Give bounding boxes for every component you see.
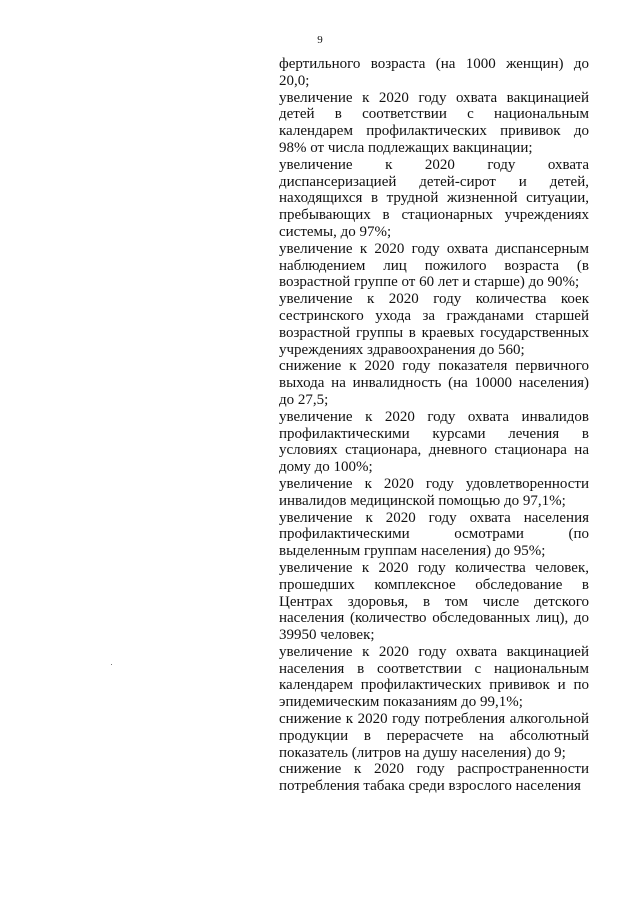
paragraph: снижение к 2020 году показателя первичного выхода на инвалидность (на 10000 населения) до 27,5;	[279, 358, 589, 408]
page-number: 9	[317, 34, 323, 46]
paragraph: увеличение к 2020 году охвата диспансеризацией детей-сирот и детей, находящихся в трудной жизненной ситуации, пребывающих в стационарных учреждениях системы, до 97%;	[279, 156, 589, 240]
scan-speck	[111, 664, 112, 665]
paragraph: увеличение к 2020 году охвата вакцинацией детей в соответствии с национальным календарем профилактических прививок до 98% от числа подлежащих вакцинации;	[279, 89, 589, 156]
paragraph: снижение к 2020 году потребления алкогольной продукции в перерасчете на абсолютный показатель (литров на душу населения) до 9;	[279, 711, 589, 761]
paragraph: снижение к 2020 году распространенности потребления табака среди взрослого населения	[279, 761, 589, 795]
paragraph: фертильного возраста (на 1000 женщин) до 20,0;	[279, 56, 589, 89]
paragraph: увеличение к 2020 году количества коек сестринского ухода за гражданами старшей возрастной группы в краевых государственных учреждениях здравоохранения до 560;	[279, 291, 589, 358]
paragraph: увеличение к 2020 году охвата диспансерным наблюдением лиц пожилого возраста (в возрастной группе от 60 лет и старше) до 90%;	[279, 240, 589, 291]
document-body	[279, 56, 589, 795]
paragraph: увеличение к 2020 году охвата населения профилактическими осмотрами (по выделенным группам населения) до 95%;	[279, 509, 589, 560]
paragraph: увеличение к 2020 году охвата вакцинацией населения в соответствии с национальным календарем профилактических прививок и по эпидемическим показаниям до 99,1%;	[279, 643, 589, 711]
paragraph: увеличение к 2020 году охвата инвалидов профилактическими курсами лечения в условиях стационара, дневного стационара на дому до 100%;	[279, 408, 589, 476]
paragraph: увеличение к 2020 году количества человек, прошедших комплексное обследование в Центрах здоровья, в том числе детского населения (количество обследованных лиц), до 39950 человек;	[279, 559, 589, 644]
paragraph: увеличение к 2020 году удовлетворенности инвалидов медицинской помощью до 97,1%;	[279, 475, 589, 509]
